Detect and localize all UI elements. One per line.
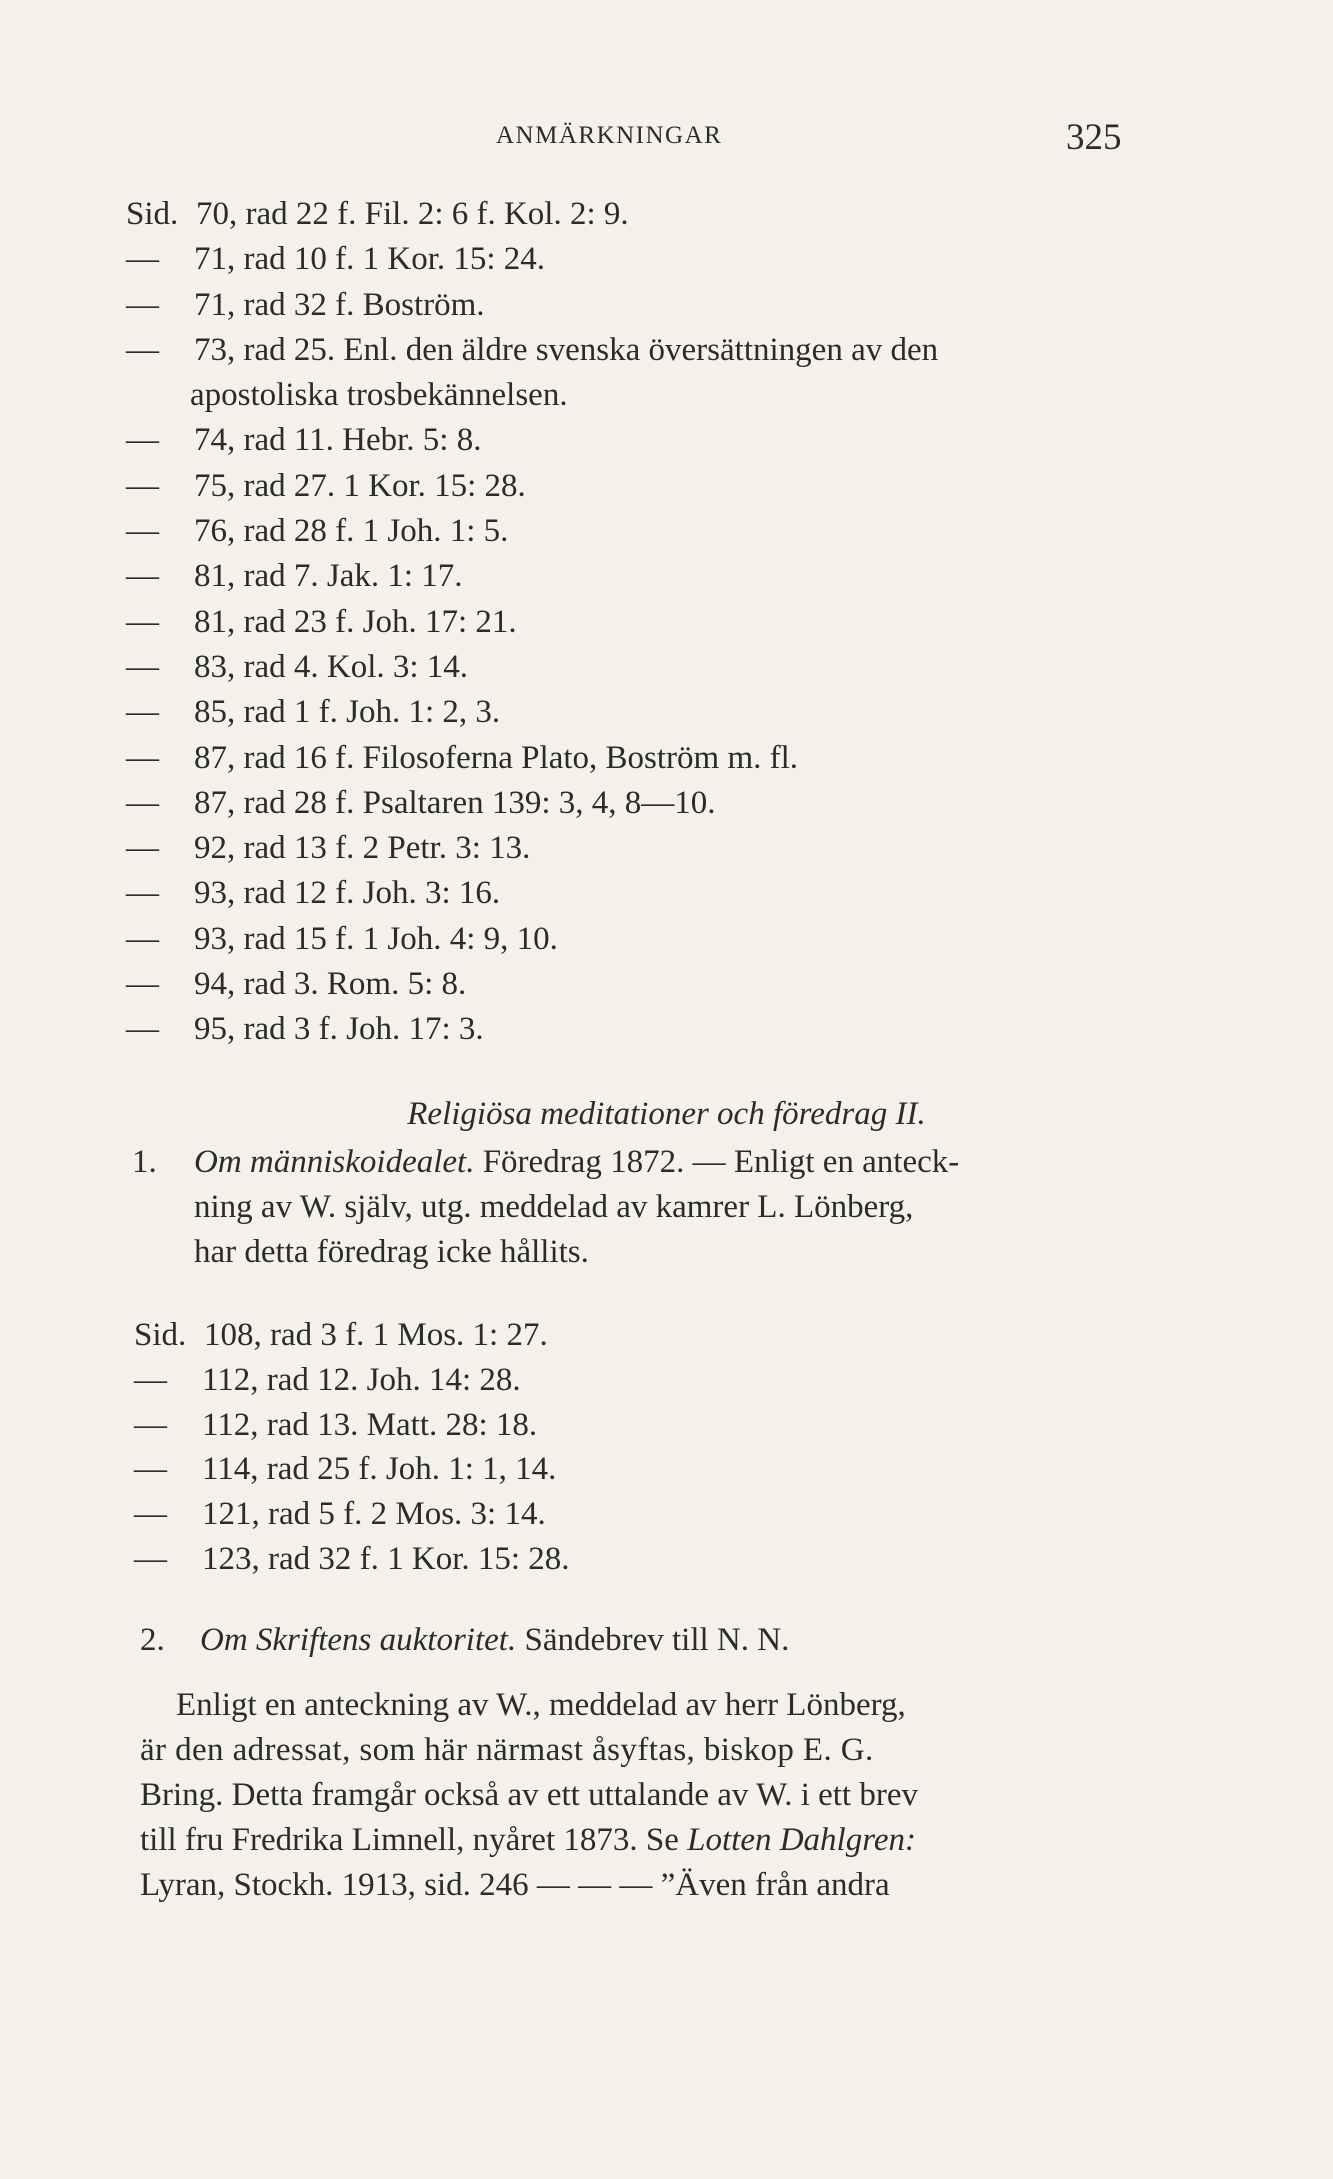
note-text: 87, rad 28 f. Psaltaren 139: 3, 4, 8—10.	[194, 784, 716, 821]
item-1-line: ning av W. själv, utg. meddelad av kamrer L. Lönberg,	[194, 1189, 914, 1225]
note-line	[126, 283, 1146, 328]
note-line	[126, 600, 1146, 645]
note-line	[126, 645, 1146, 690]
note-line	[134, 1403, 1154, 1448]
section-heading: Religiösa meditationer och föredrag II.	[407, 1096, 926, 1132]
item-text: Sändebrev till N. N.	[516, 1622, 790, 1658]
page-number: 325	[1066, 117, 1122, 158]
letter-line: är den adressat, som här närmast åsyftas, biskop E. G.	[140, 1732, 874, 1768]
note-prefix: —	[126, 875, 159, 912]
note-line	[126, 237, 1146, 282]
note-prefix: —	[134, 1540, 167, 1577]
note-line	[134, 1313, 1154, 1358]
note-text: 93, rad 15 f. 1 Joh. 4: 9, 10.	[194, 920, 558, 957]
letter-line	[140, 1818, 1150, 1863]
note-text: 87, rad 16 f. Filosoferna Plato, Boström m. fl.	[194, 739, 799, 776]
item-1-line	[132, 1140, 1152, 1185]
note-prefix: —	[126, 694, 159, 731]
item-number: 1.	[132, 1144, 157, 1180]
item-2-paragraph	[140, 1618, 1150, 1663]
note-line	[126, 826, 1146, 871]
note-prefix: —	[134, 1361, 167, 1398]
running-head: ANMÄRKNINGAR	[496, 122, 723, 149]
page-header	[0, 118, 1333, 158]
note-prefix: Sid.	[134, 1317, 187, 1353]
note-text: 83, rad 4. Kol. 3: 14.	[194, 648, 469, 685]
note-prefix: Sid.	[126, 196, 179, 232]
note-line	[126, 554, 1146, 599]
note-line	[126, 917, 1146, 962]
note-prefix: —	[126, 603, 159, 640]
note-text: 76, rad 28 f. 1 Joh. 1: 5.	[194, 513, 509, 550]
note-text: 71, rad 32 f. Boström.	[194, 286, 485, 323]
note-prefix: —	[134, 1496, 167, 1533]
note-line	[126, 192, 1146, 237]
note-text: 92, rad 13 f. 2 Petr. 3: 13.	[194, 830, 531, 867]
note-text: 112, rad 12. Joh. 14: 28.	[202, 1361, 521, 1398]
note-line	[126, 781, 1146, 826]
note-text: 108, rad 3 f. 1 Mos. 1: 27.	[204, 1317, 548, 1353]
item-title: Om människoidealet.	[194, 1144, 475, 1180]
note-text: 74, rad 11. Hebr. 5: 8.	[194, 422, 482, 459]
note-text: 71, rad 10 f. 1 Kor. 15: 24.	[194, 241, 546, 278]
note-text: 75, rad 27. 1 Kor. 15: 28.	[194, 467, 526, 504]
note-prefix: —	[126, 1011, 159, 1048]
note-line	[126, 1007, 1146, 1052]
notes-list-1	[126, 192, 1146, 1053]
note-line	[126, 871, 1146, 916]
letter-citation: Lotten Dahlgren:	[687, 1822, 916, 1858]
note-line	[126, 509, 1146, 554]
letter-line: Enligt en anteckning av W., meddelad av herr Lönberg,	[176, 1687, 906, 1723]
note-prefix: —	[126, 648, 159, 685]
note-line	[126, 328, 1146, 373]
item-1-paragraph	[132, 1140, 1152, 1275]
note-text: 70, rad 22 f. Fil. 2: 6 f. Kol. 2: 9.	[196, 196, 629, 232]
note-prefix: —	[126, 739, 159, 776]
note-text: 81, rad 23 f. Joh. 17: 21.	[194, 603, 517, 640]
note-line	[134, 1358, 1154, 1403]
letter-paragraph	[140, 1683, 1150, 1908]
note-prefix: —	[134, 1406, 167, 1443]
note-text: 93, rad 12 f. Joh. 3: 16.	[194, 875, 501, 912]
note-text: 112, rad 13. Matt. 28: 18.	[202, 1406, 538, 1443]
note-prefix: —	[126, 966, 159, 1003]
note-text: 114, rad 25 f. Joh. 1: 1, 14.	[202, 1451, 557, 1488]
note-line	[126, 962, 1146, 1007]
note-text: 121, rad 5 f. 2 Mos. 3: 14.	[202, 1496, 546, 1533]
note-text: 85, rad 1 f. Joh. 1: 2, 3.	[194, 694, 501, 731]
note-line-continuation	[126, 373, 1146, 418]
letter-text: till fru Fredrika Limnell, nyåret 1873. Se	[140, 1822, 688, 1858]
note-text: 94, rad 3. Rom. 5: 8.	[194, 966, 467, 1003]
note-text: 95, rad 3 f. Joh. 17: 3.	[194, 1011, 484, 1048]
note-prefix: —	[134, 1451, 167, 1488]
item-text: Föredrag 1872. — Enligt en anteck-	[474, 1144, 960, 1180]
note-prefix: —	[126, 467, 159, 504]
note-prefix: —	[126, 784, 159, 821]
letter-line: Lyran, Stockh. 1913, sid. 246 — — — ”Även från andra	[140, 1867, 890, 1903]
note-line	[126, 736, 1146, 781]
note-text: 123, rad 32 f. 1 Kor. 15: 28.	[202, 1540, 570, 1577]
item-number: 2.	[140, 1622, 165, 1658]
note-prefix: —	[126, 286, 159, 323]
note-text: apostoliska trosbekännelsen.	[190, 377, 568, 414]
note-prefix: —	[126, 830, 159, 867]
note-prefix: —	[126, 241, 159, 278]
notes-list-2	[134, 1313, 1154, 1582]
note-line	[134, 1537, 1154, 1582]
item-1-line: har detta föredrag icke hållits.	[194, 1234, 589, 1270]
note-text: 73, rad 25. Enl. den äldre svenska översättningen av den	[194, 331, 939, 368]
note-prefix: —	[126, 513, 159, 550]
item-title: Om Skriftens auktoritet.	[200, 1622, 517, 1658]
note-prefix: —	[126, 920, 159, 957]
note-line	[126, 418, 1146, 463]
note-prefix: —	[126, 331, 159, 368]
letter-line: Bring. Detta framgår också av ett uttalande av W. i ett brev	[140, 1777, 918, 1813]
note-line	[134, 1447, 1154, 1492]
note-prefix: —	[126, 422, 159, 459]
note-text: 81, rad 7. Jak. 1: 17.	[194, 558, 463, 595]
note-line	[126, 690, 1146, 735]
note-prefix: —	[126, 558, 159, 595]
note-line	[134, 1492, 1154, 1537]
note-line	[126, 464, 1146, 509]
